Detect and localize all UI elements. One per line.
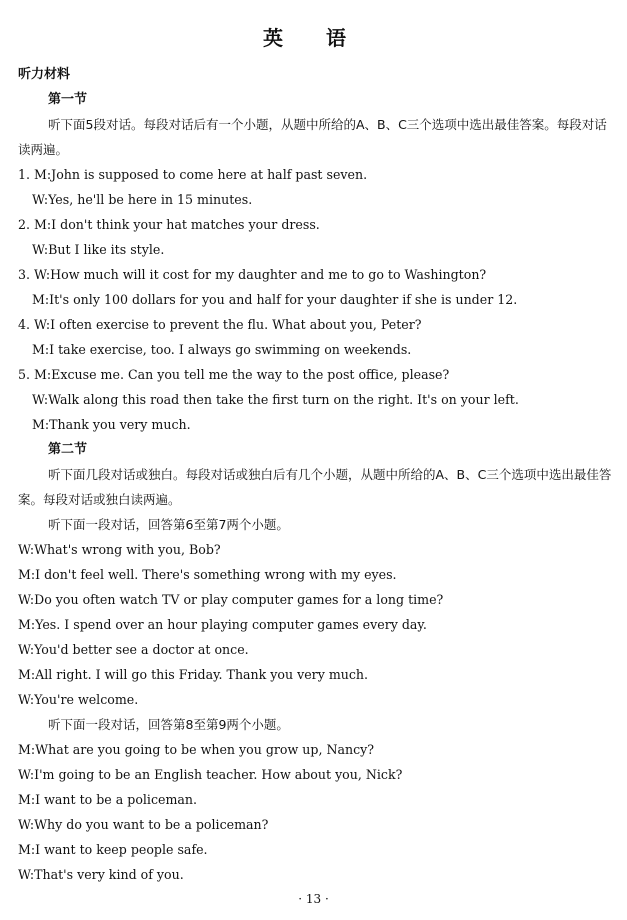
- speaker-label: W:: [18, 592, 35, 607]
- speaker-label: 2. M:: [18, 217, 52, 232]
- line-text: I'm going to be an English teacher. How about you, Nick?: [34, 767, 403, 782]
- dialogue-line: [18, 212, 614, 237]
- dialogue-line: [18, 262, 614, 287]
- dialogue1-intro: 听下面一段对话，回答第6至第7两个小题。: [48, 517, 289, 532]
- dialogue-line: [18, 537, 614, 562]
- dialogue-line: [18, 362, 614, 387]
- page-number: · 13 ·: [298, 892, 329, 906]
- speaker-label: M:: [18, 742, 36, 757]
- dialogue-line: [18, 637, 614, 662]
- dialogue-line: [18, 812, 614, 837]
- speaker-label: W:: [18, 642, 35, 657]
- part2-heading: 第二节: [48, 442, 88, 457]
- line-text: It's only 100 dollars for you and half for your daughter if she is under 12.: [49, 292, 518, 307]
- speaker-label: M:: [32, 342, 50, 357]
- speaker-label: M:: [18, 567, 36, 582]
- speaker-label: 3. W:: [18, 267, 51, 282]
- line-text: Thank you very much.: [49, 417, 191, 432]
- line-text: Walk along this road then take the first turn on the right. It's on your left.: [48, 392, 519, 407]
- listening-material: [18, 62, 614, 887]
- speaker-label: M:: [18, 842, 36, 857]
- dialogue-line: [18, 287, 614, 312]
- line-text: I often exercise to prevent the flu. What about you, Peter?: [50, 317, 422, 332]
- speaker-label: W:: [18, 542, 35, 557]
- speaker-label: 5. M:: [18, 367, 52, 382]
- dialogue-line: [18, 237, 614, 262]
- line-text: All right. I will go this Friday. Thank you very much.: [35, 667, 369, 682]
- section-heading: 听力材料: [18, 67, 71, 82]
- part1-dialogues: [18, 162, 614, 437]
- dialogue-line: [18, 337, 614, 362]
- page-title: 英 语: [263, 26, 364, 50]
- dialogue-line: [18, 662, 614, 687]
- speaker-label: W:: [32, 192, 49, 207]
- line-text: I want to be a policeman.: [35, 792, 198, 807]
- dialogue-line: [18, 562, 614, 587]
- dialogue2: [18, 737, 614, 887]
- dialogue2-intro: 听下面一段对话，回答第8至第9两个小题。: [48, 717, 289, 732]
- speaker-label: W:: [18, 692, 35, 707]
- line-text: What's wrong with you, Bob?: [34, 542, 221, 557]
- line-text: You're welcome.: [34, 692, 139, 707]
- line-text: How much will it cost for my daughter and me to go to Washington?: [50, 267, 487, 282]
- dialogue-line: [18, 312, 614, 337]
- speaker-label: W:: [18, 867, 35, 882]
- line-text: But I like its style.: [48, 242, 165, 257]
- part1-heading: 第一节: [48, 92, 88, 107]
- line-text: I don't think your hat matches your dress.: [51, 217, 320, 232]
- dialogue-line: [18, 587, 614, 612]
- speaker-label: W:: [32, 392, 49, 407]
- dialogue-line: [18, 687, 614, 712]
- line-text: Do you often watch TV or play computer games for a long time?: [34, 592, 444, 607]
- speaker-label: M:: [32, 417, 50, 432]
- dialogue-line: [18, 412, 614, 437]
- part2-instruction: 听下面几段对话或独白。每段对话或独白后有几个小题，从题中所给的A、B、C三个选项中选出最佳答案。每段对话或独白读两遍。: [18, 467, 612, 507]
- speaker-label: M:: [32, 292, 50, 307]
- speaker-label: 4. W:: [18, 317, 51, 332]
- speaker-label: M:: [18, 617, 36, 632]
- dialogue-line: [18, 187, 614, 212]
- dialogue-line: [18, 612, 614, 637]
- line-text: I want to keep people safe.: [35, 842, 208, 857]
- dialogue-line: [18, 837, 614, 862]
- line-text: Why do you want to be a policeman?: [34, 817, 269, 832]
- dialogue-line: [18, 162, 614, 187]
- line-text: I take exercise, too. I always go swimming on weekends.: [49, 342, 412, 357]
- dialogue-line: [18, 762, 614, 787]
- dialogue-line: [18, 387, 614, 412]
- speaker-label: W:: [32, 242, 49, 257]
- speaker-label: M:: [18, 792, 36, 807]
- dialogue-line: [18, 737, 614, 762]
- part1-instruction: 听下面5段对话。每段对话后有一个小题，从题中所给的A、B、C三个选项中选出最佳答案。每段对话读两遍。: [18, 117, 607, 157]
- line-text: What are you going to be when you grow up, Nancy?: [35, 742, 375, 757]
- speaker-label: 1. M:: [18, 167, 52, 182]
- dialogue1: [18, 537, 614, 712]
- line-text: Excuse me. Can you tell me the way to the post office, please?: [51, 367, 450, 382]
- line-text: Yes, he'll be here in 15 minutes.: [48, 192, 253, 207]
- line-text: That's very kind of you.: [34, 867, 184, 882]
- speaker-label: W:: [18, 767, 35, 782]
- speaker-label: W:: [18, 817, 35, 832]
- speaker-label: M:: [18, 667, 36, 682]
- line-text: I don't feel well. There's something wrong with my eyes.: [35, 567, 397, 582]
- line-text: Yes. I spend over an hour playing computer games every day.: [35, 617, 427, 632]
- line-text: John is supposed to come here at half past seven.: [51, 167, 368, 182]
- dialogue-line: [18, 862, 614, 887]
- dialogue-line: [18, 787, 614, 812]
- line-text: You'd better see a doctor at once.: [34, 642, 249, 657]
